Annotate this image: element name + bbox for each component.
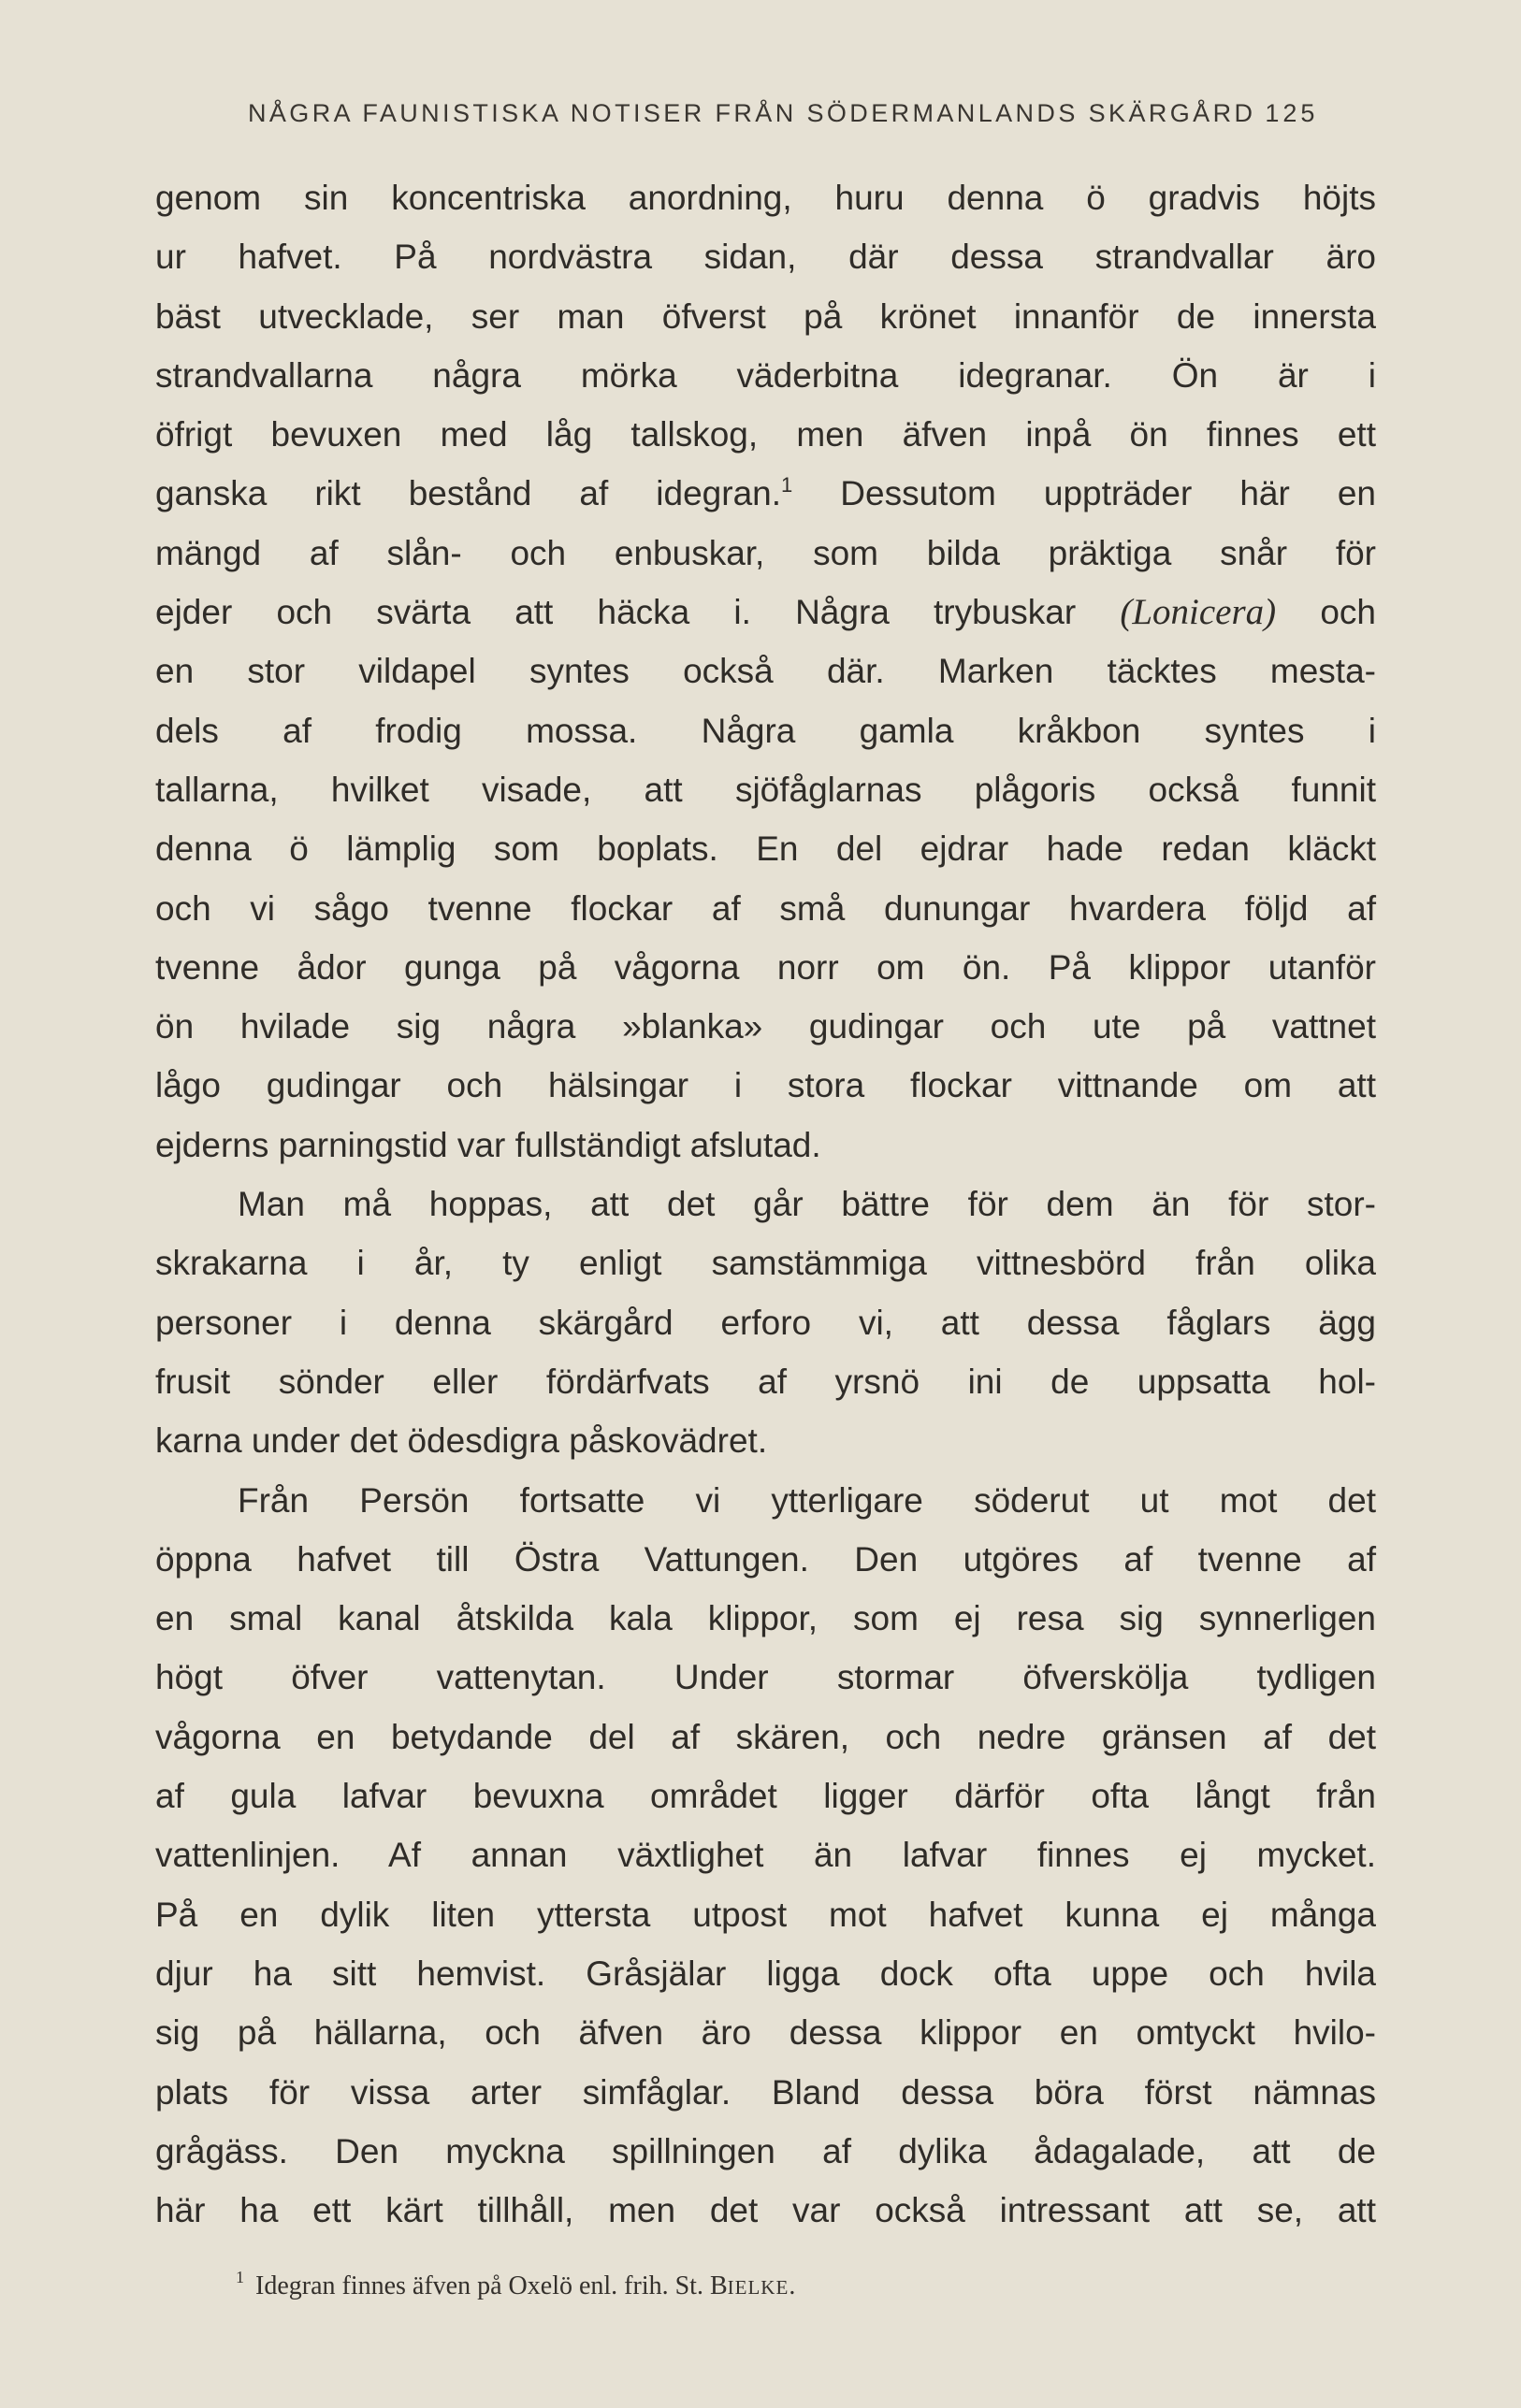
- page-number: 125: [1265, 99, 1319, 127]
- text-line: sig på hällarna, och äfven äro dessa klippor en omtyckt hvilo-: [155, 2013, 1376, 2053]
- running-header: [248, 99, 1380, 128]
- text-line: här ha ett kärt tillhåll, men det var också intressant att se, att: [155, 2191, 1376, 2230]
- text-line: grågäss. Den myckna spillningen af dylika ådagalade, att de: [155, 2131, 1376, 2170]
- latin-name: (Lonicera): [1120, 592, 1277, 633]
- text-line: genom sin koncentriska anordning, huru denna ö gradvis höjts: [155, 179, 1376, 217]
- text-line: skrakarna i år, ty enligt samstämmiga vittnesbörd från olika: [155, 1244, 1376, 1283]
- text-line: högt öfver vattenytan. Under stormar öfverskölja tydligen: [155, 1658, 1376, 1697]
- footnote-author-capital: B: [709, 2271, 728, 2300]
- text-line: personer i denna skärgård erforo vi, att dessa fåglars ägg: [155, 1303, 1376, 1342]
- text-line: öppna hafvet till Östra Vattungen. Den utgöres af tvenne af: [155, 1539, 1376, 1579]
- text-line: öfrigt bevuxen med låg tallskog, men äfven inpå ön finnes ett: [155, 415, 1376, 454]
- text-line: Från Persön fortsatte vi ytterligare söderut ut mot det: [238, 1480, 1376, 1520]
- text-line: strandvallarna några mörka väderbitna idegranar. Ön är i: [155, 355, 1376, 395]
- text-line: [155, 583, 1376, 642]
- text-line: af gula lafvar bevuxna området ligger därför ofta långt från: [155, 1777, 1376, 1816]
- footnote-end: .: [789, 2271, 796, 2300]
- text-line: dels af frodig mossa. Några gamla kråkbon syntes i: [155, 711, 1376, 750]
- footnote-ref: 1: [781, 473, 793, 497]
- text-line: ejderns parningstid var fullständigt afslutad.: [155, 1125, 821, 1164]
- text-line: och vi sågo tvenne flockar af små dunungar hvardera följd af: [155, 888, 1376, 928]
- footnote: [236, 2268, 795, 2301]
- text-line: vågorna en betydande del af skären, och nedre gränsen af det: [155, 1717, 1376, 1756]
- text-segment: ganska rikt bestånd af idegran.: [155, 474, 782, 513]
- text-line: djur ha sitt hemvist. Gråsjälar ligga dock ofta uppe och hvila: [155, 1954, 1376, 1993]
- text-line: en stor vildapel syntes också där. Marken täcktes mesta-: [155, 652, 1376, 691]
- text-line: mängd af slån- och enbuskar, som bilda präktiga snår för: [155, 533, 1376, 572]
- text-line: ön hvilade sig några »blanka» gudingar och ute på vattnet: [155, 1007, 1376, 1046]
- text-line: karna under det ödesdigra påskovädret.: [155, 1421, 768, 1461]
- running-title: NÅGRA FAUNISTISKA NOTISER FRÅN SÖDERMANLANDS SKÄRGÅRD: [248, 99, 1256, 127]
- text-line: bäst utvecklade, ser man öfverst på krönet innanför de innersta: [155, 296, 1376, 336]
- text-line: denna ö lämplig som boplats. En del ejdrar hade redan kläckt: [155, 829, 1376, 869]
- text-line: en smal kanal åtskilda kala klippor, som ej resa sig synnerligen: [155, 1599, 1376, 1638]
- main-text: [155, 168, 1376, 2240]
- text-segment: ejder och svärta att häcka i. Några trybuskar: [155, 593, 1077, 632]
- text-line: plats för vissa arter simfåglar. Bland dessa böra först nämnas: [155, 2072, 1376, 2112]
- footnote-marker: 1: [236, 2268, 244, 2286]
- footnote-author-initial: St.: [674, 2271, 703, 2300]
- text-line: vattenlinjen. Af annan växtlighet än lafvar finnes ej mycket.: [155, 1836, 1376, 1875]
- footnote-text: Idegran finnes äfven på Oxelö enl. frih.: [255, 2271, 669, 2300]
- text-line: frusit sönder eller fördärfvats af yrsnö ini de uppsatta hol-: [155, 1362, 1376, 1401]
- text-segment: Dessutom uppträder här en: [792, 474, 1376, 513]
- text-line: Man må hoppas, att det går bättre för dem än för stor-: [238, 1185, 1376, 1224]
- text-line: tallarna, hvilket visade, att sjöfåglarnas plågoris också funnit: [155, 770, 1376, 809]
- footnote-author-rest: IELKE: [727, 2276, 789, 2299]
- text-segment: och: [1276, 593, 1376, 632]
- text-line: tvenne ådor gunga på vågorna norr om ön. På klippor utanför: [155, 947, 1376, 987]
- text-line: lågo gudingar och hälsingar i stora flockar vittnande om att: [155, 1066, 1376, 1105]
- text-line: [155, 464, 1376, 523]
- text-line: ur hafvet. På nordvästra sidan, där dessa strandvallar äro: [155, 238, 1376, 277]
- text-line: På en dylik liten yttersta utpost mot hafvet kunna ej många: [155, 1895, 1376, 1934]
